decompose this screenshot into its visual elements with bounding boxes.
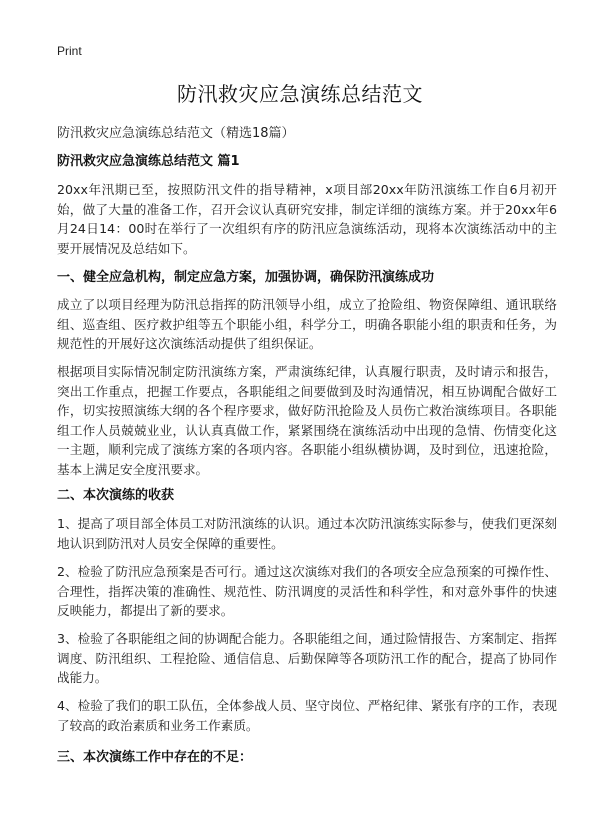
section-2-item-2: 2、检验了防汛应急预案是否可行。通过这次演练对我们的各项安全应急预案的可操作性、合理性，指挥决策的准确性、规范性、防汛调度的灵活性和科学性，和对意外事件的快速反映能力，都提出了新的要求。 <box>57 564 557 618</box>
section-1-paragraph-2: 根据项目实际情况制定防汛演练方案，严肃演练纪律，认真履行职责，及时请示和报告，突出工作重点，把握工作要点，各职能组之间要做到及时沟通情况，相互协调配合做好工作，切实按照演练大纲的各个程序要求，做好防汛抢险及人员伤亡救治演练项目。各职能组工作人员兢兢业业，认认真真做工作，紧紧围绕在演练活动中出现的急情、伤情变化这一主题，顺利完成了演练方案的各项内容。各职能小组纵横协调，及时到位，迅速抢险，基本上满足安全度汛要求。 <box>57 364 557 477</box>
section-3-heading: 三、本次演练工作中存在的不足： <box>57 750 253 765</box>
article-title: 防汛救灾应急演练总结范文 篇1 <box>57 154 240 169</box>
section-2-item-1: 1、提高了项目部全体员工对防汛演练的认识。通过本次防汛演练实际参与，使我们更深刻地认识到防汛对人员安全保障的重要性。 <box>57 516 557 551</box>
section-2-heading: 二、本次演练的收获 <box>57 488 175 503</box>
document-subtitle: 防汛救灾应急演练总结范文（精选18篇） <box>57 126 295 141</box>
intro-paragraph: 20xx年汛期已至，按照防汛文件的指导精神，x项目部20xx年防汛演练工作自6月初开始，做了大量的准备工作，召开会议认真研究安排，制定详细的演练方案。并于20xx年6月24日14：00时在举行了一次组织有序的防汛应急演练活动，现将本次演练活动中的主要开展情况及总结如下。 <box>57 182 557 256</box>
print-link[interactable]: Print <box>57 44 82 58</box>
section-1-heading: 一、健全应急机构，制定应急方案，加强协调，确保防汛演练成功 <box>57 270 435 285</box>
section-2-item-4: 4、检验了我们的职工队伍，全体参战人员、坚守岗位、严格纪律、紧张有序的工作，表现了较高的政治素质和业务工作素质。 <box>57 698 557 733</box>
section-1-paragraph-1: 成立了以项目经理为防汛总指挥的防汛领导小组，成立了抢险组、物资保障组、通讯联络组、巡查组、医疗救护组等五个职能小组，科学分工，明确各职能小组的职责和任务，为规范性的开展好这次演练活动提供了组织保证。 <box>57 297 557 351</box>
document-title: 防汛救灾应急演练总结范文 <box>177 82 423 106</box>
section-2-item-3: 3、检验了各职能组之间的协调配合能力。各职能组之间，通过险情报告、方案制定、指挥调度、防汛组织、工程抢险、通信信息、后勤保障等各项防汛工作的配合，提高了协同作战能力。 <box>57 631 557 685</box>
